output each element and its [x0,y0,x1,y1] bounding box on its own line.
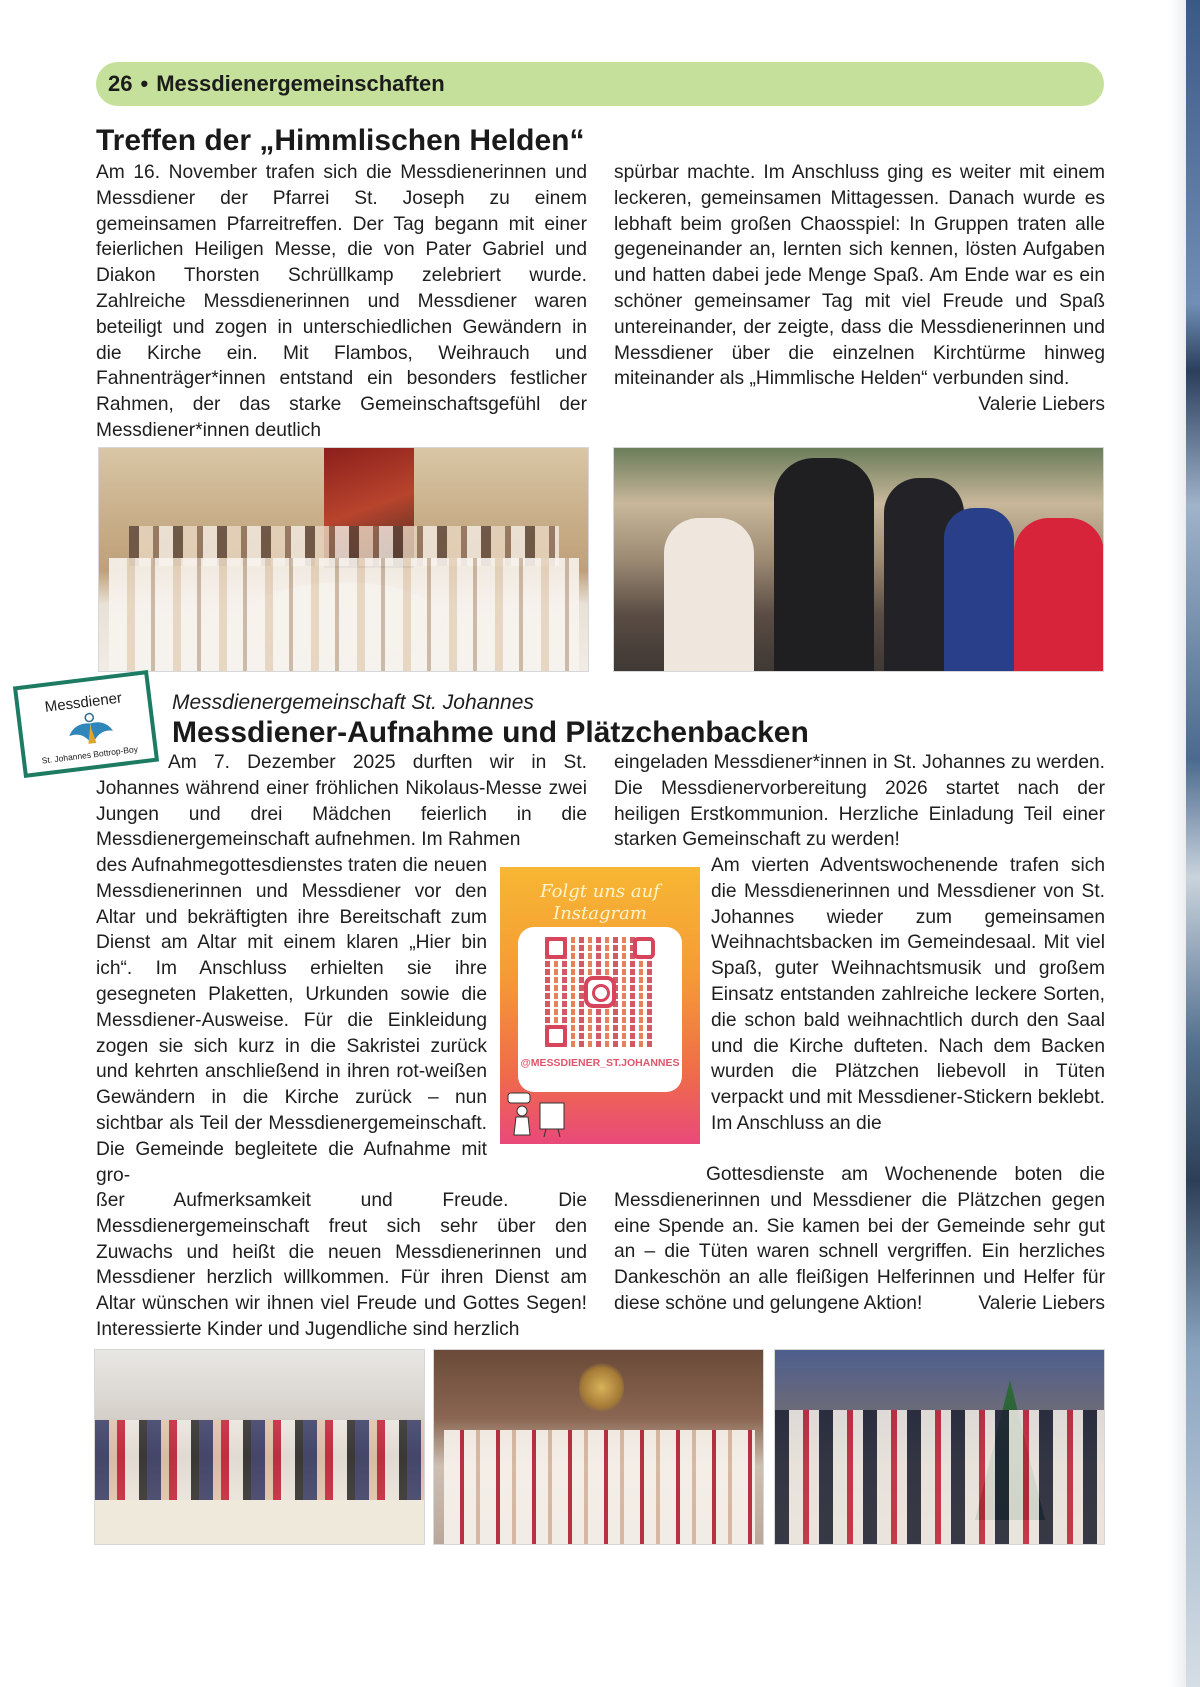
article1-col1-text: Am 16. November trafen sich die Messdienerinnen und Messdiener der Pfarrei St. Joseph zu einem gemeinsamen Pfarreitreffen. Der Tag begann mit einer feierlichen Heiligen Messe, die von Pater Gabriel und Diakon Thorsten Schrüllkamp zelebriert wurde. Zahlreiche Messdienerinnen und Messdiener waren beteiligt und zogen in unterschiedlichen Gewändern in die Kirche ein. Mit Flambos, Weihrauch und Fahnenträger*innen entstand ein besonders festlicher Rahmen, der das starke Gemeinschaftsgefühl der Messdiener*innen deutlich [96,162,587,441]
instagram-handle: @MESSDIENER_ST.JOHANNES [520,1057,680,1069]
instagram-qr-card [518,927,682,1092]
photo-bakers [95,1420,425,1500]
article2-col1-narrow-text: des Aufnahmegottesdienstes traten die neuen Messdienerinnen und Messdiener vor den Altar und bekräftigten ihre Bereitschaft zum Dienst am Altar mit einem klaren „Hier bin ich“. Im Anschluss erhielten sie ihre gesegneten Plaketten, Urkunden sowie die Messdiener-Ausweise. Für die Einkleidung zogen sie sich kurz in die Sakristei zurück und kehrten anschließend in ihren rot-weißen Gewändern in die Kirche zurück – nun sichtbar als Teil der Messdienergemeinschaft. Die Gemeinde begleitete die Aufnahme mit gro- [96,855,487,1186]
logo-top-text: Messdiener [43,689,123,716]
photo-crowd-front [109,558,579,672]
article2-col1-top [96,750,587,853]
section-header [96,62,1104,106]
article2-col1-wide-text: Am 7. Dezember 2025 durften wir in St. Johannes während einer fröhlichen Nikolaus-Messe zwei Jungen und drei Mädchen feierlich in die Messdienergemeinschaft aufnehmen. Im Rahmen [96,752,587,851]
page-edge-shadow [1170,0,1186,1687]
article1-author: Valerie Liebers [978,394,1105,416]
qr-corner [633,937,655,959]
photo-figure [774,458,874,672]
article2-col2-wide-text: eingeladen Messdiener*innen in St. Johannes zu werden. Die Messdienervorbereitung 2026 startet nach der heiligen Erstkommunion. Herzliche Einladung Teil einer starken Gemeinschaft zu werden! [614,752,1105,851]
qr-corner [545,937,567,959]
photo-servers-christmas-tree [774,1349,1105,1545]
photo-servers-and-guards [775,1410,1105,1545]
photo-figure [944,508,1014,672]
article1-title: Treffen der „Himmlischen Helden“ [96,124,585,157]
article2-col2-bottom-text: Gottesdienste am Wochenende boten die Messdienerinnen und Messdiener die Plätzchen gegen eine Spende an. Sie kamen bei der Gemeinde sehr gut an – die Tüten waren schnell vergriffen. Ein herzliches Dankeschön an alle fleißigen Helferinnen und Helfer für diese schöne und gelungene Aktion! [614,1164,1105,1314]
article2-col2-middle [711,853,1105,1137]
instagram-qr-poster [500,867,700,1144]
angel-wings-icon [65,709,117,751]
photo-altar-servers-church [98,447,589,672]
article2-col2-bottom [614,1162,1105,1317]
article2-subtitle: Messdienergemeinschaft St. Johannes [172,691,534,714]
photo-figure [664,518,754,672]
article2-col2-top [614,750,1105,853]
photo-baking-table [95,1500,425,1545]
article2-title: Messdiener-Aufnahme und Plätzchenbacken [172,716,809,749]
article2-col2-narrow-text: Am vierten Adventswochenende trafen sich die Messdienerinnen und Messdiener von St. Johannes wieder zum gemeinsamen Weihnachtsbacken im Gemeindesaal. Mit viel Spaß, guter Weihnachtsmusik und großem Einsatz entstanden zahlreiche leckere Sorten, die schon bald weihnachtlich durch den Saal und die Kirche dufteten. Nach dem Backen wurden die Plätzchen liebevoll in Tüten verpackt und mit Messdiener-Stickern beklebt. Im Anschluss an die [711,855,1105,1134]
article2-col1-middle [96,853,487,1188]
logo-bottom-text: St. Johannes Bottrop-Boy [41,743,139,766]
qr-corner [545,1025,567,1047]
article1-col2-text: spürbar machte. Im Anschluss ging es weiter mit einem leckeren, gemeinsamen Mittagessen. Danach wurde es lebhaft beim großen Chaosspiel: In Gruppen traten alle gegeneinander an, lernten sich kennen, lösten Aufgaben und hatten dabei jede Menge Spaß. Am Ende war es ein schöner gemeinsamer Tag mit viel Freude und Spaß untereinander, der zeigte, dass die Messdienerinnen und Messdiener über die einzelnen Kirchtürme hinweg miteinander als „Himmlische Helden“ verbunden sind. [614,162,1105,390]
photo-servers-group [444,1430,755,1545]
instagram-headline-line1: Folgt uns auf [540,881,660,902]
photo-figure [1014,518,1104,672]
article2-col1-bottom-text: ßer Aufmerksamkeit und Freude. Die Messdienergemeinschaft freut sich sehr über den Zuwachs und heißt die neuen Messdienerinnen und Messdiener herzlich willkommen. Für ihren Dienst am Altar wünschen wir ihnen viel Freude und Gottes Segen! Interessierte Kinder und Jugendliche sind herzlich [96,1190,587,1340]
photo-altar-servers-altar [433,1349,764,1545]
photo-altar-cross [579,1360,624,1415]
photo-group-game [613,447,1104,672]
photo-cookie-baking [94,1349,425,1545]
article1-col1 [96,160,587,444]
article2-col1-bottom [96,1188,587,1343]
article2-author: Valerie Liebers [978,1292,1105,1314]
instagram-qr-icon[interactable] [545,937,655,1047]
section-title: Messdienergemeinschaften [156,71,445,96]
page-edge-strip [1186,0,1200,1687]
header-separator: • [140,71,149,96]
instagram-camera-icon [584,976,616,1008]
article1-col2 [614,160,1105,418]
instagram-headline [500,881,700,925]
altar-server-sketch-icon [506,1089,568,1139]
page-number: 26 [108,71,133,96]
instagram-headline-line2: Instagram [553,903,647,924]
